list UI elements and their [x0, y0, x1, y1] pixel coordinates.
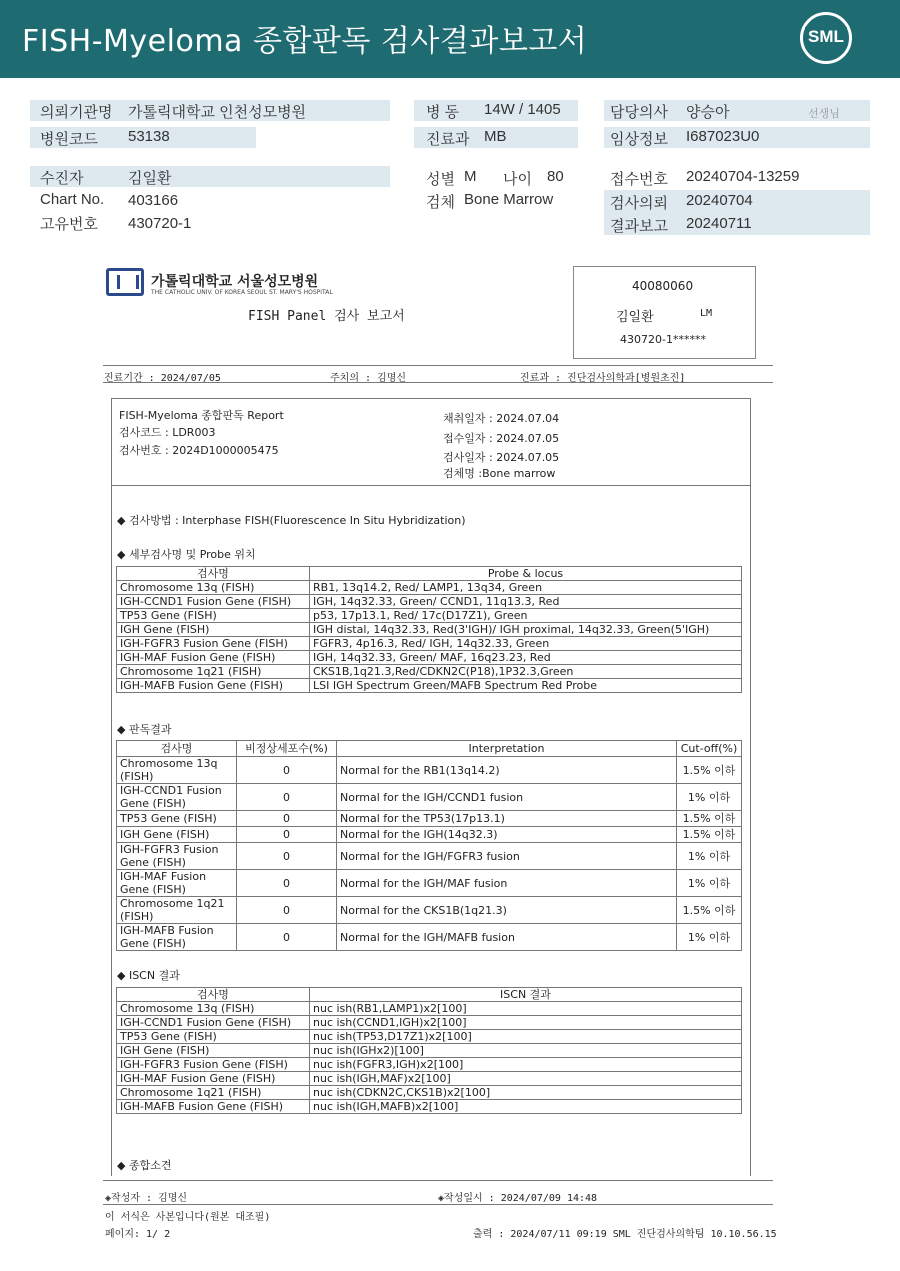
cell: CKS1B,1q21.3,Red/CDKN2C(P18),1P32.3,Green [310, 665, 742, 679]
cell: 0 [237, 811, 337, 827]
table-row [117, 595, 742, 609]
table-row [117, 843, 742, 870]
table-row [117, 1100, 742, 1114]
specimen-name: 검체명 :Bone marrow [443, 467, 556, 480]
cell: IGH Gene (FISH) [117, 623, 310, 637]
cell: IGH-MAF Fusion Gene (FISH) [117, 651, 310, 665]
cell: nuc ish(RB1,LAMP1)x2[100] [310, 1002, 742, 1016]
cell: Chromosome 13q (FISH) [117, 581, 310, 595]
receipt-label: 접수번호 [610, 171, 668, 188]
logo-text: SML [805, 27, 847, 47]
cell: IGH-MAFB Fusion Gene (FISH) [117, 924, 237, 951]
column-header: Probe & locus [310, 567, 742, 581]
table-header-row [117, 988, 742, 1002]
result-section-title: ◆ 판독결과 [117, 723, 172, 736]
cell: 1.5% 이하 [677, 897, 742, 924]
receipt-value: 20240704-13259 [686, 168, 800, 185]
column-header: 검사명 [117, 741, 237, 757]
cell: 0 [237, 827, 337, 843]
dept-value: MB [484, 128, 507, 145]
cell: nuc ish(CCND1,IGH)x2[100] [310, 1016, 742, 1030]
cell: IGH-MAF Fusion Gene (FISH) [117, 870, 237, 897]
cell: IGH-MAF Fusion Gene (FISH) [117, 1072, 310, 1086]
table-header-row [117, 567, 742, 581]
cell: 1% 이하 [677, 784, 742, 811]
cell: IGH distal, 14q32.33, Red(3'IGH)/ IGH proximal, 14q32.33, Green(5'IGH) [310, 623, 742, 637]
chart-label: Chart No. [40, 191, 105, 208]
summary-section-title: ◆ 종합소견 [117, 1159, 172, 1172]
doctor-value: 양승아 [686, 104, 730, 121]
cell: nuc ish(IGHx2)[100] [310, 1044, 742, 1058]
cell: nuc ish(FGFR3,IGH)x2[100] [310, 1058, 742, 1072]
patient-value: 김일환 [128, 170, 172, 187]
writer: ◈작성자 : 김명신 [105, 1193, 188, 1204]
chart-value: 403166 [128, 192, 179, 209]
id-rrn: 430720-1****** [620, 333, 706, 346]
table-row [117, 1016, 742, 1030]
id-number: 40080060 [632, 279, 694, 293]
divider [103, 1204, 773, 1205]
iscn-section-title: ◆ ISCN 결과 [117, 969, 180, 982]
cell: Normal for the TP53(17p13.1) [337, 811, 677, 827]
specimen-value: Bone Marrow [464, 191, 554, 208]
divider [103, 382, 773, 383]
cell: Normal for the IGH/CCND1 fusion [337, 784, 677, 811]
id-code: LM [700, 308, 713, 319]
specimen-label: 검체 [426, 194, 455, 211]
cell: Normal for the RB1(13q14.2) [337, 757, 677, 784]
table-row [117, 581, 742, 595]
column-header: 검사명 [117, 988, 310, 1002]
cell: Normal for the IGH(14q32.3) [337, 827, 677, 843]
cell: 1% 이하 [677, 843, 742, 870]
table-row [117, 827, 742, 843]
cell: Normal for the IGH/FGFR3 fusion [337, 843, 677, 870]
cell: 1% 이하 [677, 924, 742, 951]
request-label: 검사의뢰 [610, 195, 668, 212]
cell: 0 [237, 924, 337, 951]
exam-date: 검사일자 : 2024.07.05 [443, 451, 560, 464]
cell: Chromosome 1q21 (FISH) [117, 665, 310, 679]
table-row [117, 1072, 742, 1086]
cell: Normal for the IGH/MAFB fusion [337, 924, 677, 951]
method-line: ◆ 검사방법 : Interphase FISH(Fluorescence In Situ Hybridization) [117, 514, 466, 527]
column-header: 검사명 [117, 567, 310, 581]
column-header: Cut-off(%) [677, 741, 742, 757]
copy-note: 이 서식은 사본입니다(원본 대조필) [105, 1212, 271, 1223]
req-org-label: 의뢰기관명 [40, 104, 113, 121]
page-title: FISH-Myeloma 종합판독 검사결과보고서 [22, 24, 588, 59]
cell: Chromosome 1q21 (FISH) [117, 1086, 310, 1100]
doctor-label: 담당의사 [610, 104, 668, 121]
cell: IGH-CCND1 Fusion Gene (FISH) [117, 784, 237, 811]
table-row [117, 784, 742, 811]
ward-value: 14W / 1405 [484, 101, 561, 118]
table-row [117, 679, 742, 693]
cell: 1.5% 이하 [677, 827, 742, 843]
probe-section-title: ◆ 세부검사명 및 Probe 위치 [117, 548, 256, 561]
table-row [117, 1030, 742, 1044]
report-label: 결과보고 [610, 218, 668, 235]
probe-table [116, 566, 742, 693]
cell: IGH-MAFB Fusion Gene (FISH) [117, 679, 310, 693]
header-bar [0, 0, 900, 78]
print-info: 출력 : 2024/07/11 09:19 SML 진단검사의학팀 10.10.56.15 [473, 1229, 777, 1240]
hospital-english-name: THE CATHOLIC UNIV. OF KOREA SEOUL ST. MARY'S HOSPITAL [151, 289, 333, 296]
cell: IGH-FGFR3 Fusion Gene (FISH) [117, 637, 310, 651]
table-row [117, 811, 742, 827]
ward-label: 병 동 [426, 104, 460, 121]
req-org-value: 가톨릭대학교 인천성모병원 [128, 104, 307, 121]
cell: LSI IGH Spectrum Green/MAFB Spectrum Red Probe [310, 679, 742, 693]
cell: Chromosome 13q (FISH) [117, 1002, 310, 1016]
cell: 0 [237, 757, 337, 784]
patient-label: 수진자 [40, 170, 84, 187]
sex-value: M [464, 168, 477, 185]
table-row [117, 665, 742, 679]
cell: 0 [237, 843, 337, 870]
cell: 1% 이하 [677, 870, 742, 897]
hospital-name: 가톨릭대학교 서울성모병원 [151, 274, 319, 290]
cell: IGH, 14q32.33, Green/ CCND1, 11q13.3, Red [310, 595, 742, 609]
column-header: 비정상세포수(%) [237, 741, 337, 757]
cell: Chromosome 1q21 (FISH) [117, 897, 237, 924]
cell: Chromosome 13q (FISH) [117, 757, 237, 784]
divider [111, 485, 751, 486]
cell: IGH-FGFR3 Fusion Gene (FISH) [117, 1058, 310, 1072]
request-value: 20240704 [686, 192, 753, 209]
cell: IGH Gene (FISH) [117, 1044, 310, 1058]
table-row [117, 1002, 742, 1016]
sex-label: 성별 [426, 171, 455, 188]
divider [103, 1180, 773, 1181]
cell: IGH Gene (FISH) [117, 827, 237, 843]
cell: 0 [237, 897, 337, 924]
cell: nuc ish(CDKN2C,CKS1B)x2[100] [310, 1086, 742, 1100]
cell: IGH-CCND1 Fusion Gene (FISH) [117, 595, 310, 609]
table-row [117, 1058, 742, 1072]
table-row [117, 651, 742, 665]
cell: TP53 Gene (FISH) [117, 1030, 310, 1044]
department: 진료과 : 진단검사의학과[병원초진] [520, 373, 686, 384]
cell: IGH, 14q32.33, Green/ MAF, 16q23.23, Red [310, 651, 742, 665]
report-value: 20240711 [686, 215, 752, 232]
cell: 1.5% 이하 [677, 811, 742, 827]
sml-logo [800, 12, 852, 64]
cell: IGH-FGFR3 Fusion Gene (FISH) [117, 843, 237, 870]
dept-label: 진료과 [426, 131, 470, 148]
cell: nuc ish(IGH,MAFB)x2[100] [310, 1100, 742, 1114]
cell: RB1, 13q14.2, Red/ LAMP1, 13q34, Green [310, 581, 742, 595]
uid-value: 430720-1 [128, 215, 192, 232]
clinical-label: 임상정보 [610, 131, 668, 148]
table-row [117, 637, 742, 651]
cell: FGFR3, 4p16.3, Red/ IGH, 14q32.33, Green [310, 637, 742, 651]
test-number: 검사번호 : 2024D1000005475 [119, 444, 279, 457]
cell: IGH-CCND1 Fusion Gene (FISH) [117, 1016, 310, 1030]
hospital-logo-icon [106, 268, 144, 296]
age-label: 나이 [503, 171, 532, 188]
collect-date: 채취일자 : 2024.07.04 [443, 412, 560, 425]
cell: Normal for the IGH/MAF fusion [337, 870, 677, 897]
table-row [117, 623, 742, 637]
table-row [117, 924, 742, 951]
hosp-code-label: 병원코드 [40, 131, 98, 148]
cell: nuc ish(TP53,D17Z1)x2[100] [310, 1030, 742, 1044]
uid-label: 고유번호 [40, 216, 98, 233]
cell: 0 [237, 870, 337, 897]
table-row [117, 870, 742, 897]
page-number: 페이지: 1/ 2 [105, 1229, 171, 1240]
divider [103, 365, 773, 366]
panel-title: FISH Panel 검사 보고서 [248, 309, 405, 324]
visit-period: 진료기간 : 2024/07/05 [104, 373, 221, 384]
iscn-table [116, 987, 742, 1114]
cell: 1.5% 이하 [677, 757, 742, 784]
cell: IGH-MAFB Fusion Gene (FISH) [117, 1100, 310, 1114]
table-row [117, 897, 742, 924]
result-table [116, 740, 742, 951]
column-header: ISCN 결과 [310, 988, 742, 1002]
cell: 0 [237, 784, 337, 811]
table-row [117, 1086, 742, 1100]
cell: Normal for the CKS1B(1q21.3) [337, 897, 677, 924]
table-header-row [117, 741, 742, 757]
test-code: 검사코드 : LDR003 [119, 426, 216, 439]
cell: p53, 17p13.1, Red/ 17c(D17Z1), Green [310, 609, 742, 623]
info-band [30, 166, 390, 187]
written-at: ◈작성일시 : 2024/07/09 14:48 [438, 1193, 598, 1204]
doctor-suffix: 선생님 [808, 108, 840, 120]
table-row [117, 757, 742, 784]
attending-doctor: 주치의 : 김명신 [330, 373, 407, 384]
cell: TP53 Gene (FISH) [117, 609, 310, 623]
cell: nuc ish(IGH,MAF)x2[100] [310, 1072, 742, 1086]
table-row [117, 1044, 742, 1058]
hosp-code-value: 53138 [128, 128, 170, 145]
age-value: 80 [547, 168, 564, 185]
clinical-value: I687023U0 [686, 128, 760, 145]
receive-date: 접수일자 : 2024.07.05 [443, 432, 560, 445]
test-name: FISH-Myeloma 종합판독 Report [119, 409, 284, 422]
patient-id-box [573, 266, 756, 359]
table-row [117, 609, 742, 623]
id-name: 김일환 [616, 310, 654, 325]
column-header: Interpretation [337, 741, 677, 757]
cell: TP53 Gene (FISH) [117, 811, 237, 827]
